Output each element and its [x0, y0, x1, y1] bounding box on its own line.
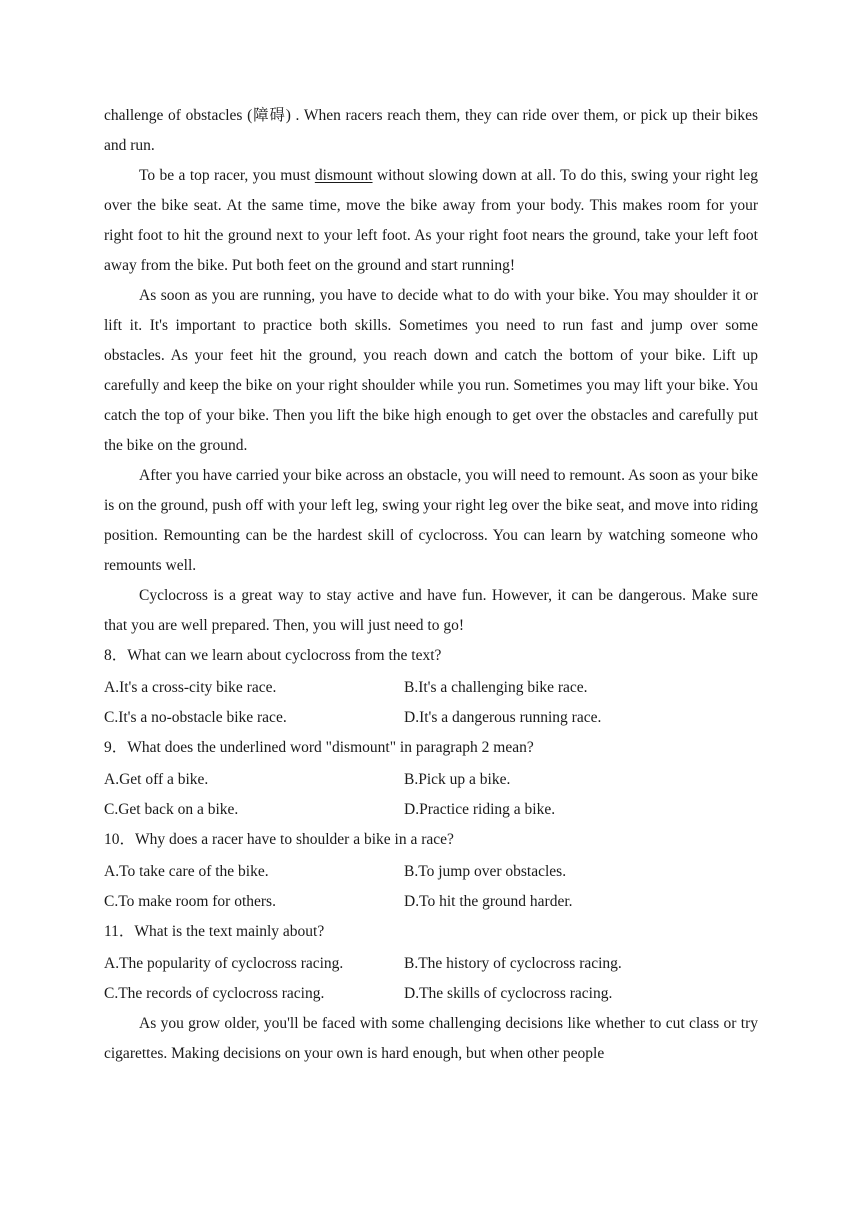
option-c[interactable]: C.Get back on a bike. [104, 801, 239, 818]
option-d[interactable]: D.The skills of cyclocross racing. [404, 985, 613, 1002]
option-d[interactable]: D.To hit the ground harder. [404, 893, 573, 910]
question-10 [104, 825, 758, 917]
passage-paragraph-3: As soon as you are running, you have to decide what to do with your bike. You may shoulder it or lift it. It's important to practice both skills. Sometimes you need to run fast and jump over some obstacles. As your feet hit the ground, you reach down and catch the bottom of your bike. Lift up carefully and keep the bike on your right shoulder while you run. Sometimes you may lift your bike. You catch the top of your bike. Then you lift the bike high enough to get over the obstacles and carefully put the bike on the ground. [104, 287, 758, 454]
option-b[interactable]: B.It's a challenging bike race. [404, 679, 588, 696]
next-passage-paragraph-1: As you grow older, you'll be faced with some challenging decisions like whether to cut class or try cigarettes. Making decisions on your own is hard enough, but when other people [104, 1015, 758, 1062]
question-8 [104, 641, 758, 733]
passage-paragraph-5: Cyclocross is a great way to stay active and have fun. However, it can be dangerous. Make sure that you are well prepared. Then, you will just need to go! [104, 587, 758, 634]
passage-paragraph-1: challenge of obstacles (障碍) . When racers reach them, they can ride over them, or pick up their bikes and run. [104, 107, 758, 154]
passage-paragraph-2 [104, 161, 758, 281]
question-options [104, 949, 758, 1009]
question-11 [104, 917, 758, 1009]
option-c[interactable]: C.The records of cyclocross racing. [104, 985, 325, 1002]
option-a[interactable]: A.The popularity of cyclocross racing. [104, 955, 344, 972]
passage-paragraph-4: After you have carried your bike across an obstacle, you will need to remount. As soon as your bike is on the ground, push off with your left leg, swing your right leg over the bike seat, and move into riding position. Remounting can be the hardest skill of cyclocross. You can learn by watching someone who remounts well. [104, 467, 758, 574]
question-stem: 8．What can we learn about cyclocross from the text? [104, 647, 442, 664]
option-a[interactable]: A.It's a cross-city bike race. [104, 679, 277, 696]
option-b[interactable]: B.To jump over obstacles. [404, 863, 567, 880]
option-d[interactable]: D.Practice riding a bike. [404, 801, 556, 818]
question-options [104, 673, 758, 733]
question-stem: 11．What is the text mainly about? [104, 923, 325, 940]
option-c[interactable]: C.It's a no-obstacle bike race. [104, 709, 287, 726]
question-options [104, 765, 758, 825]
option-a[interactable]: A.Get off a bike. [104, 771, 209, 788]
option-b[interactable]: B.Pick up a bike. [404, 771, 511, 788]
option-d[interactable]: D.It's a dangerous running race. [404, 709, 602, 726]
option-b[interactable]: B.The history of cyclocross racing. [404, 955, 622, 972]
question-options [104, 857, 758, 917]
page-content [104, 101, 758, 1069]
option-a[interactable]: A.To take care of the bike. [104, 863, 269, 880]
option-c[interactable]: C.To make room for others. [104, 893, 276, 910]
underlined-word-dismount: dismount [314, 167, 373, 184]
question-stem: 10．Why does a racer have to shoulder a bike in a race? [104, 831, 454, 848]
paragraph-2-text-start: To be a top racer, you must [139, 167, 315, 184]
paragraph-2-text-end: without slowing down at all. To do this, swing your right leg over the bike seat. At the same time, move the bike away from your body. This makes room for your right foot to hit the ground next to your left foot. As your right foot nears the ground, take your left foot away from the bike. Put both feet on the ground and start running! [104, 167, 758, 274]
question-9 [104, 733, 758, 825]
question-stem: 9．What does the underlined word "dismount" in paragraph 2 mean? [104, 739, 534, 756]
